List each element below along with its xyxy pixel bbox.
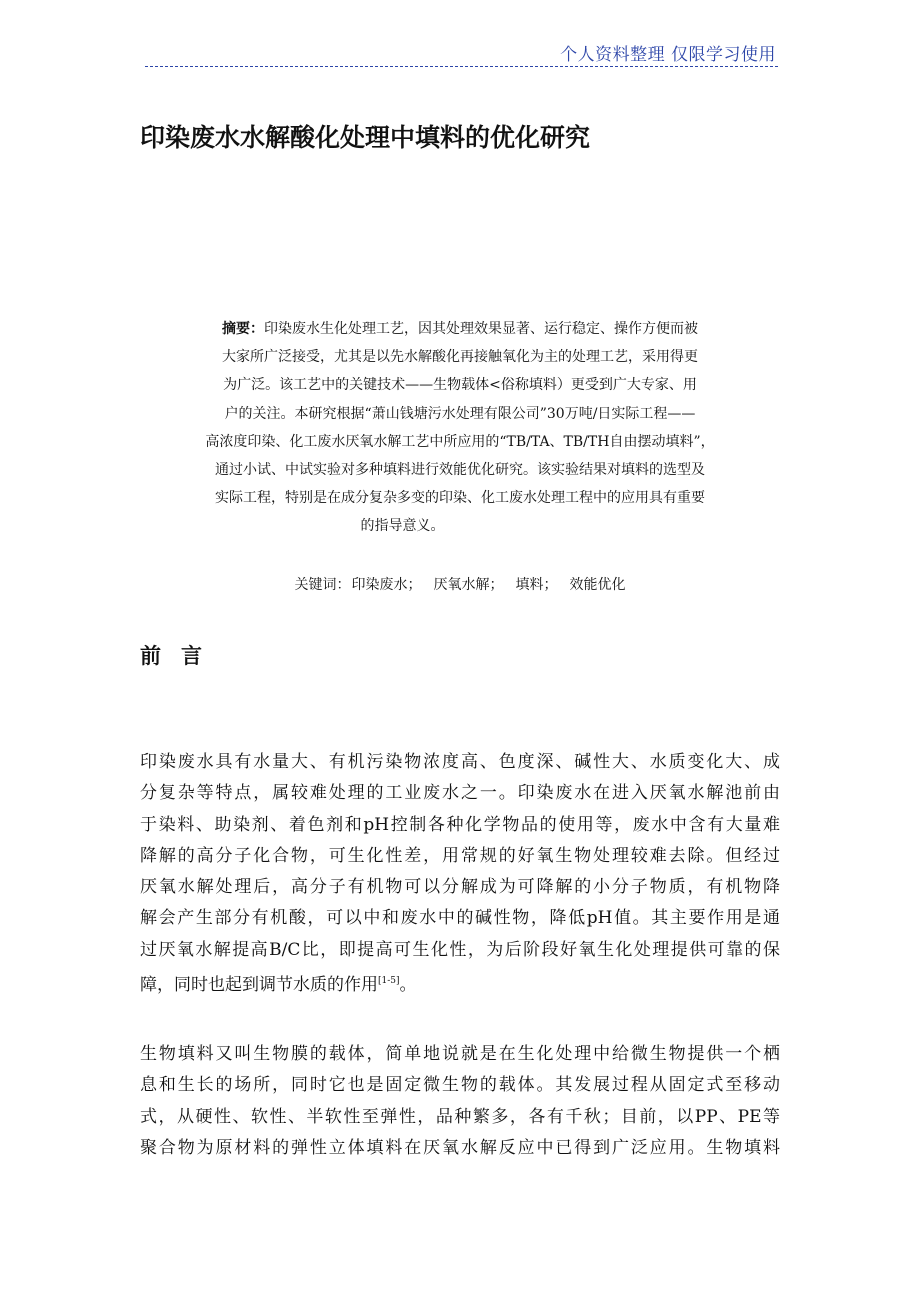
document-title: 印染废水水解酸化处理中填料的优化研究 — [140, 123, 591, 152]
paragraph-line: 解会产生部分有机酸，可以中和废水中的碱性物，降低pH值。其主要作用是通 — [140, 908, 780, 929]
abstract-line: 为广泛。该工艺中的关键技术——生物载体<俗称填料）更受到广大专家、用 — [223, 377, 697, 394]
page-header — [145, 36, 778, 67]
keywords-label: 关键词： — [294, 577, 351, 593]
paragraph-line: 生物填料又叫生物膜的载体，简单地说就是在生化处理中给微生物提供一个栖 — [140, 1044, 780, 1064]
paragraph-line: 厌氧水解处理后，高分子有机物可以分解成为可降解的小分子物质，有机物降 — [140, 877, 780, 898]
citation-superscript: [1-5] — [378, 976, 400, 987]
paragraph-line: 过厌氧水解提高B/C比，即提高可生化性，为后阶段好氧生化处理提供可靠的保 — [140, 939, 780, 960]
body-paragraph-1 — [140, 747, 780, 1001]
keywords-line — [170, 574, 750, 594]
paragraph-line: 障，同时也起到调节水质的作用[1-5]。 — [140, 975, 417, 996]
section-heading: 前 言 — [140, 644, 202, 668]
paragraph-line: 分复杂等特点，属较难处理的工业废水之一。印染废水在进入厌氧水解池前由 — [140, 783, 780, 804]
body-paragraph-2 — [140, 1039, 780, 1164]
paragraph-line: 聚合物为原材料的弹性立体填料在厌氧水解反应中已得到广泛应用。生物填料 — [140, 1137, 780, 1158]
paragraph-line: 式，从硬性、软性、半软性至弹性，品种繁多，各有千秋；目前，以PP、PE等 — [140, 1106, 780, 1127]
keyword: 填料； — [515, 577, 558, 593]
abstract-label: 摘要： — [222, 321, 264, 337]
paragraph-line: 于染料、助染剂、着色剂和pH控制各种化学物品的使用等，废水中含有大量难 — [140, 814, 780, 835]
abstract-line: 通过小试、中试实验对多种填料进行效能优化研究。该实验结果对填料的选型及 — [215, 462, 705, 479]
abstract-line: 户的关注。本研究根据“萧山钱塘污水处理有限公司”30万吨/日实际工程—— — [224, 405, 696, 422]
keyword: 厌氧水解； — [433, 577, 504, 593]
keyword: 印染废水； — [351, 577, 422, 593]
abstract-line: 的指导意义。 — [360, 518, 445, 535]
abstract-line: 摘要：印染废水生化处理工艺，因其处理效果显著、运行稳定、操作方便而被 — [222, 321, 698, 337]
paragraph-line: 息和生长的场所，同时它也是固定微生物的载体。其发展过程从固定式至移动 — [140, 1075, 780, 1096]
keyword: 效能优化 — [569, 577, 626, 593]
paragraph-line: 降解的高分子化合物，可生化性差，用常规的好氧生物处理较难去除。但经过 — [140, 845, 780, 866]
paragraph-line: 印染废水具有水量大、有机污染物浓度高、色度深、碱性大、水质变化大、成 — [140, 752, 780, 772]
abstract-line: 大家所广泛接受，尤其是以先水解酸化再接触氧化为主的处理工艺，采用得更 — [222, 349, 698, 366]
header-note: 个人资料整理 仅限学习使用 — [560, 45, 776, 65]
abstract-block — [170, 315, 750, 541]
abstract-line: 高浓度印染、化工废水厌氧水解工艺中所应用的“TB/TA、TB/TH自由摆动填料”， — [205, 433, 715, 450]
abstract-line: 实际工程，特别是在成分复杂多变的印染、化工废水处理工程中的应用具有重要 — [215, 490, 705, 507]
